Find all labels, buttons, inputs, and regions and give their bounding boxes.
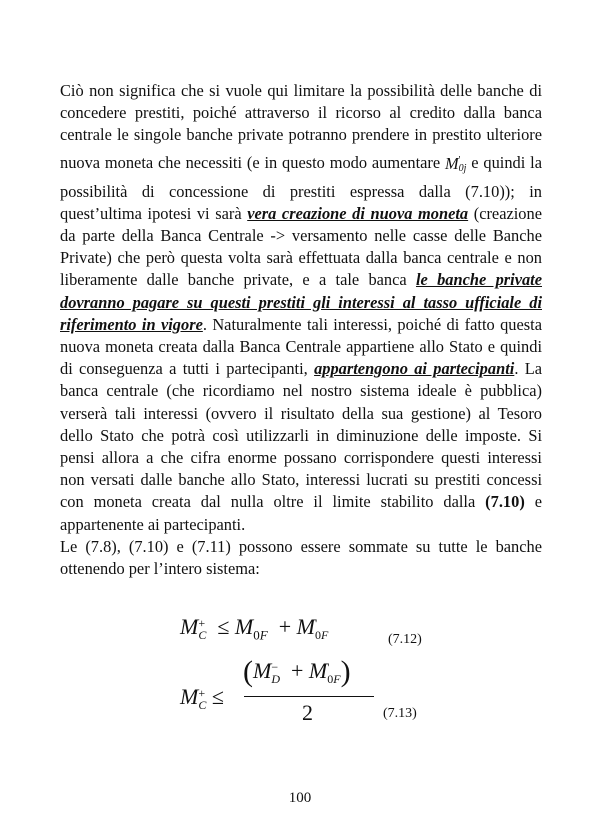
emphasis-partecipanti: appartengono ai partecipanti xyxy=(314,359,515,379)
paragraph-1-text-a: Ciò non significa che si vuole qui limitare la possibilità delle banche di concedere prestiti, poiché attraverso il ricorso al credito dalla banca centrale le singole banche private potranno prendere in prestito ulteriore nuova moneta che necessiti (e in questo modo aumentare xyxy=(60,81,542,172)
equation-7-13-numerator: (M − D + M ' 0F ) xyxy=(243,655,351,688)
emphasis-interessi: le banche private dovranno pagare su questi prestiti gli interessi al tasso ufficiale di riferimento in vigore xyxy=(60,270,542,334)
equation-7-12: M + C ≤ $M_{0F} + M$ ' 0F xyxy=(180,614,329,643)
paragraph-1-text-f: e appartenente ai partecipanti. xyxy=(60,492,542,534)
emphasis-vera-creazione: vera creazione di nuova moneta xyxy=(247,203,469,223)
inline-math-m0j xyxy=(445,147,466,181)
math-var-m: M xyxy=(445,153,459,173)
math-sub: 0j xyxy=(458,162,467,174)
equation-label-7-12: (7.12) xyxy=(388,632,422,647)
math-sup: ' xyxy=(458,154,461,166)
paragraph-1-text-b: e quindi la possibilità di concessione di prestiti espressa dalla (7.10)); in quest’ultima ipotesi vi sarà xyxy=(60,152,542,223)
paragraph-1 xyxy=(60,80,542,536)
text-body xyxy=(60,80,542,580)
equation-7-13-denominator: 2 xyxy=(302,700,313,725)
equation-label-7-13: (7.13) xyxy=(383,706,417,721)
paragraph-1-text-e: . La banca centrale (che ricordiamo nel nostro sistema ideale è pubblica) verserà tali interessi (ovvero il risultato della sua gestione) al Tesoro dello Stato che potrà così utilizzarli in diminuzione delle imposte. Si pensi allora a che cifra enorme possano corrispondere questi interessi non versati dalle banche allo Stato, interessi lucrati su prestiti concessi con moneta creata dal nulla oltre il limite stabilito dalla xyxy=(60,359,543,512)
fraction-bar xyxy=(244,696,374,697)
paragraph-2: Le (7.8), (7.10) e (7.11) possono essere sommate su tutte le banche ottenendo per l’intero sistema: xyxy=(60,536,542,579)
paragraph-1-text-c: (creazione da parte della Banca Centrale -> versamento nelle casse delle Banche Private) che però questa volta sarà effettuata dalla banca centrale e non liberamente dalle banche private, e a tale banca xyxy=(60,203,542,290)
page-number: 100 xyxy=(288,790,312,806)
equation-7-13-lhs: M + C ≤ xyxy=(180,684,224,712)
reference-7-10: (7.10) xyxy=(485,492,525,512)
paragraph-1-text-d: . Naturalmente tali interessi, poiché di fatto questa nuova moneta creata dalla Banca Centrale appartiene allo Stato e quindi di conseguenza a tutti i partecipanti, xyxy=(60,314,542,379)
